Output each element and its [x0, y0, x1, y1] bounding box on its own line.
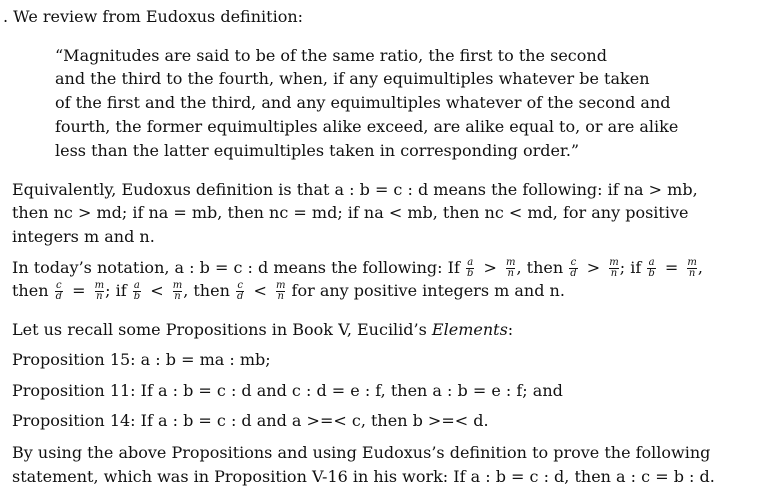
- quote-line: and the third to the fourth, when, if any equimultiples whatever be taken: [55, 69, 650, 88]
- fraction-a-over-b: $\frac{a}{b}$: [466, 257, 474, 279]
- fraction-m-over-n: $\frac{m}{n}$: [505, 257, 516, 279]
- text-run: then: [12, 281, 49, 300]
- paragraph-line: Equivalently, Eudoxus definition is that a : b = c : d means the following: if na > mb,: [12, 180, 698, 199]
- proposition-15: Proposition 15: a : b = ma : mb;: [12, 350, 271, 369]
- text-run: for any positive integers m and n.: [291, 281, 565, 300]
- relation-symbol: >: [586, 258, 601, 277]
- quote-line: fourth, the former equimultiples alike exceed, are alike equal to, or are alike: [55, 117, 679, 136]
- relation-symbol: =: [664, 258, 679, 277]
- relation-symbol: <: [150, 281, 164, 300]
- paragraph-line: then nc > md; if na = mb, then nc = md; if na < mb, then nc < md, for any positive: [12, 203, 689, 222]
- fraction-a-over-b: $\frac{a}{b}$: [648, 257, 655, 279]
- text-run: ; if: [105, 281, 127, 300]
- fraction-a-over-b: $\frac{a}{b}$: [133, 280, 141, 302]
- quote-line: “Magnitudes are said to be of the same ratio, the first to the second: [55, 46, 607, 65]
- text-run: In today’s notation, a : b = c : d means the following: If: [12, 258, 460, 277]
- paragraph-line: [12, 281, 565, 302]
- text-run: , then: [516, 258, 564, 277]
- fraction-c-over-d: $\frac{c}{d}$: [55, 280, 63, 302]
- proposition-14: Proposition 14: If a : b = c : d and a >=< c, then b >=< d.: [12, 411, 489, 430]
- relation-symbol: <: [253, 281, 267, 300]
- paragraph-line: [12, 258, 703, 279]
- fraction-m-over-n: $\frac{m}{n}$: [609, 257, 619, 279]
- intro-line: . We review from Eudoxus definition:: [3, 7, 304, 26]
- proposition-11: Proposition 11: If a : b = c : d and c : d = e : f, then a : b = e : f; and: [12, 381, 563, 400]
- quote-line: of the first and the third, and any equimultiples whatever of the second and: [55, 93, 671, 112]
- fraction-m-over-n: $\frac{m}{n}$: [172, 280, 183, 302]
- relation-symbol: >: [483, 258, 497, 277]
- fraction-m-over-n: $\frac{m}{n}$: [94, 280, 105, 302]
- fraction-m-over-n: $\frac{m}{n}$: [687, 257, 697, 279]
- text-run: Let us recall some Propositions in Book V, Eucilid’s: [12, 320, 432, 339]
- paragraph-line: integers m and n.: [12, 227, 155, 246]
- paragraph-line: By using the above Propositions and using Eudoxus’s definition to prove the following: [12, 443, 711, 462]
- elements-title: Elements: [431, 320, 508, 339]
- fraction-c-over-d: $\frac{c}{d}$: [570, 257, 577, 279]
- fraction-c-over-d: $\frac{c}{d}$: [236, 280, 244, 302]
- quote-line: less than the latter equimultiples taken in corresponding order.”: [55, 141, 580, 160]
- recall-line: [12, 320, 513, 340]
- fraction-m-over-n: $\frac{m}{n}$: [275, 280, 286, 302]
- text-run: , then: [183, 281, 230, 300]
- text-run: ,: [697, 258, 703, 277]
- paragraph-line: statement, which was in Proposition V-16 in his work: If a : b = c : d, then a : c = b : d.: [12, 467, 715, 486]
- text-run: ; if: [619, 258, 642, 277]
- relation-symbol: =: [72, 281, 86, 300]
- text-run: :: [507, 320, 514, 339]
